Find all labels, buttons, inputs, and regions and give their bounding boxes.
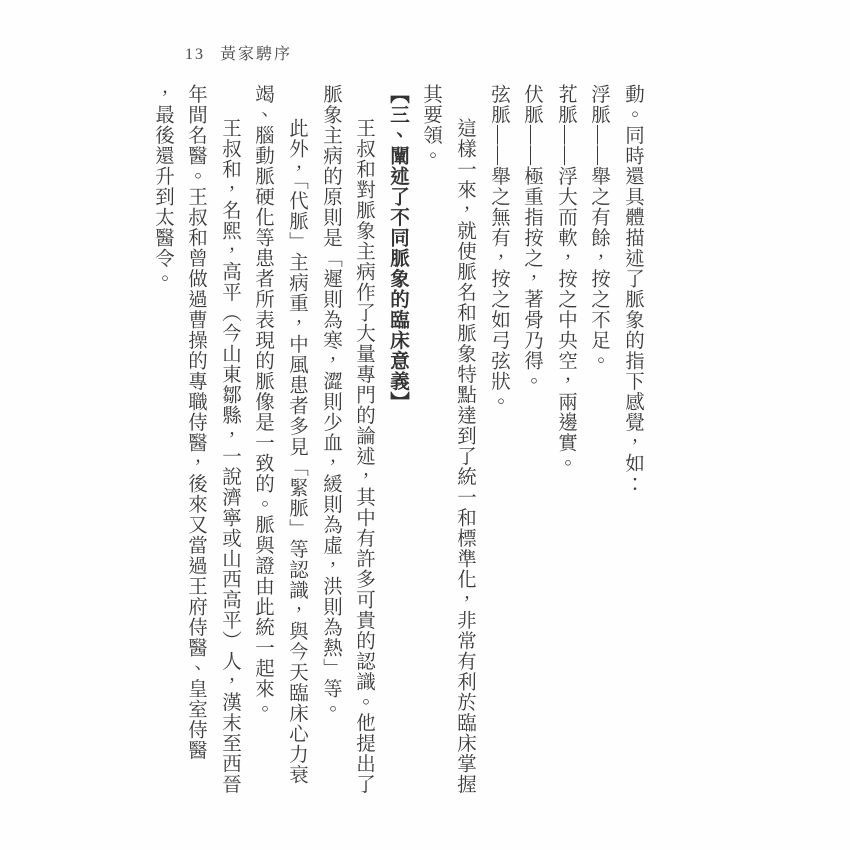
text-column: 此外，「代脈」主病重，中風患者多見「緊脈」等認識，與今天臨床心力衰 [286, 118, 307, 785]
text-column: 動。同時還具體描述了脈象的指下感覺，如： [622, 84, 643, 494]
text-column: 浮脈——舉之有餘，按之不足。 [588, 84, 609, 371]
section-heading: 【三、闡述了不同脈象的臨床意義】 [387, 84, 408, 412]
text-column: 弦脈——舉之無有，按之如弓弦狀。 [488, 84, 509, 412]
text-column: 這樣一來，就使脈名和脈象特點達到了統一和標準化，非常有利於臨床掌握 [454, 118, 475, 795]
text-column: 其要領。 [420, 84, 441, 166]
text-column: 芤脈——浮大而軟，按之中央空，兩邊實。 [555, 84, 576, 474]
text-column: 王叔和對脈象主病作了大量專門的論述，其中有許多可貴的認識。他提出了 [353, 118, 374, 795]
text-column: 伏脈——極重指按之，著骨乃得。 [521, 84, 542, 392]
text-column: ，最後還升到太醫令。 [152, 84, 173, 289]
page-number: 13 [185, 46, 205, 63]
text-column: 脈象主病的原則是「遲則為寒，澀則少血，緩則為虛，洪則為熱」等。 [320, 84, 341, 720]
text-column: 王叔和，名熙，高平（今山東鄒縣，一說濟寧或山西高平）人，漢末至西晉 [219, 118, 240, 795]
running-title: 黃家騁序 [220, 46, 293, 63]
text-column: 年間名醫。王叔和曾做過曹操的專職侍醫，後來又當過王府侍醫、皇室侍醫 [185, 84, 206, 761]
text-column: 竭、腦動脈硬化等患者所表現的脈像是一致的。脈與證由此統一起來。 [252, 84, 273, 720]
